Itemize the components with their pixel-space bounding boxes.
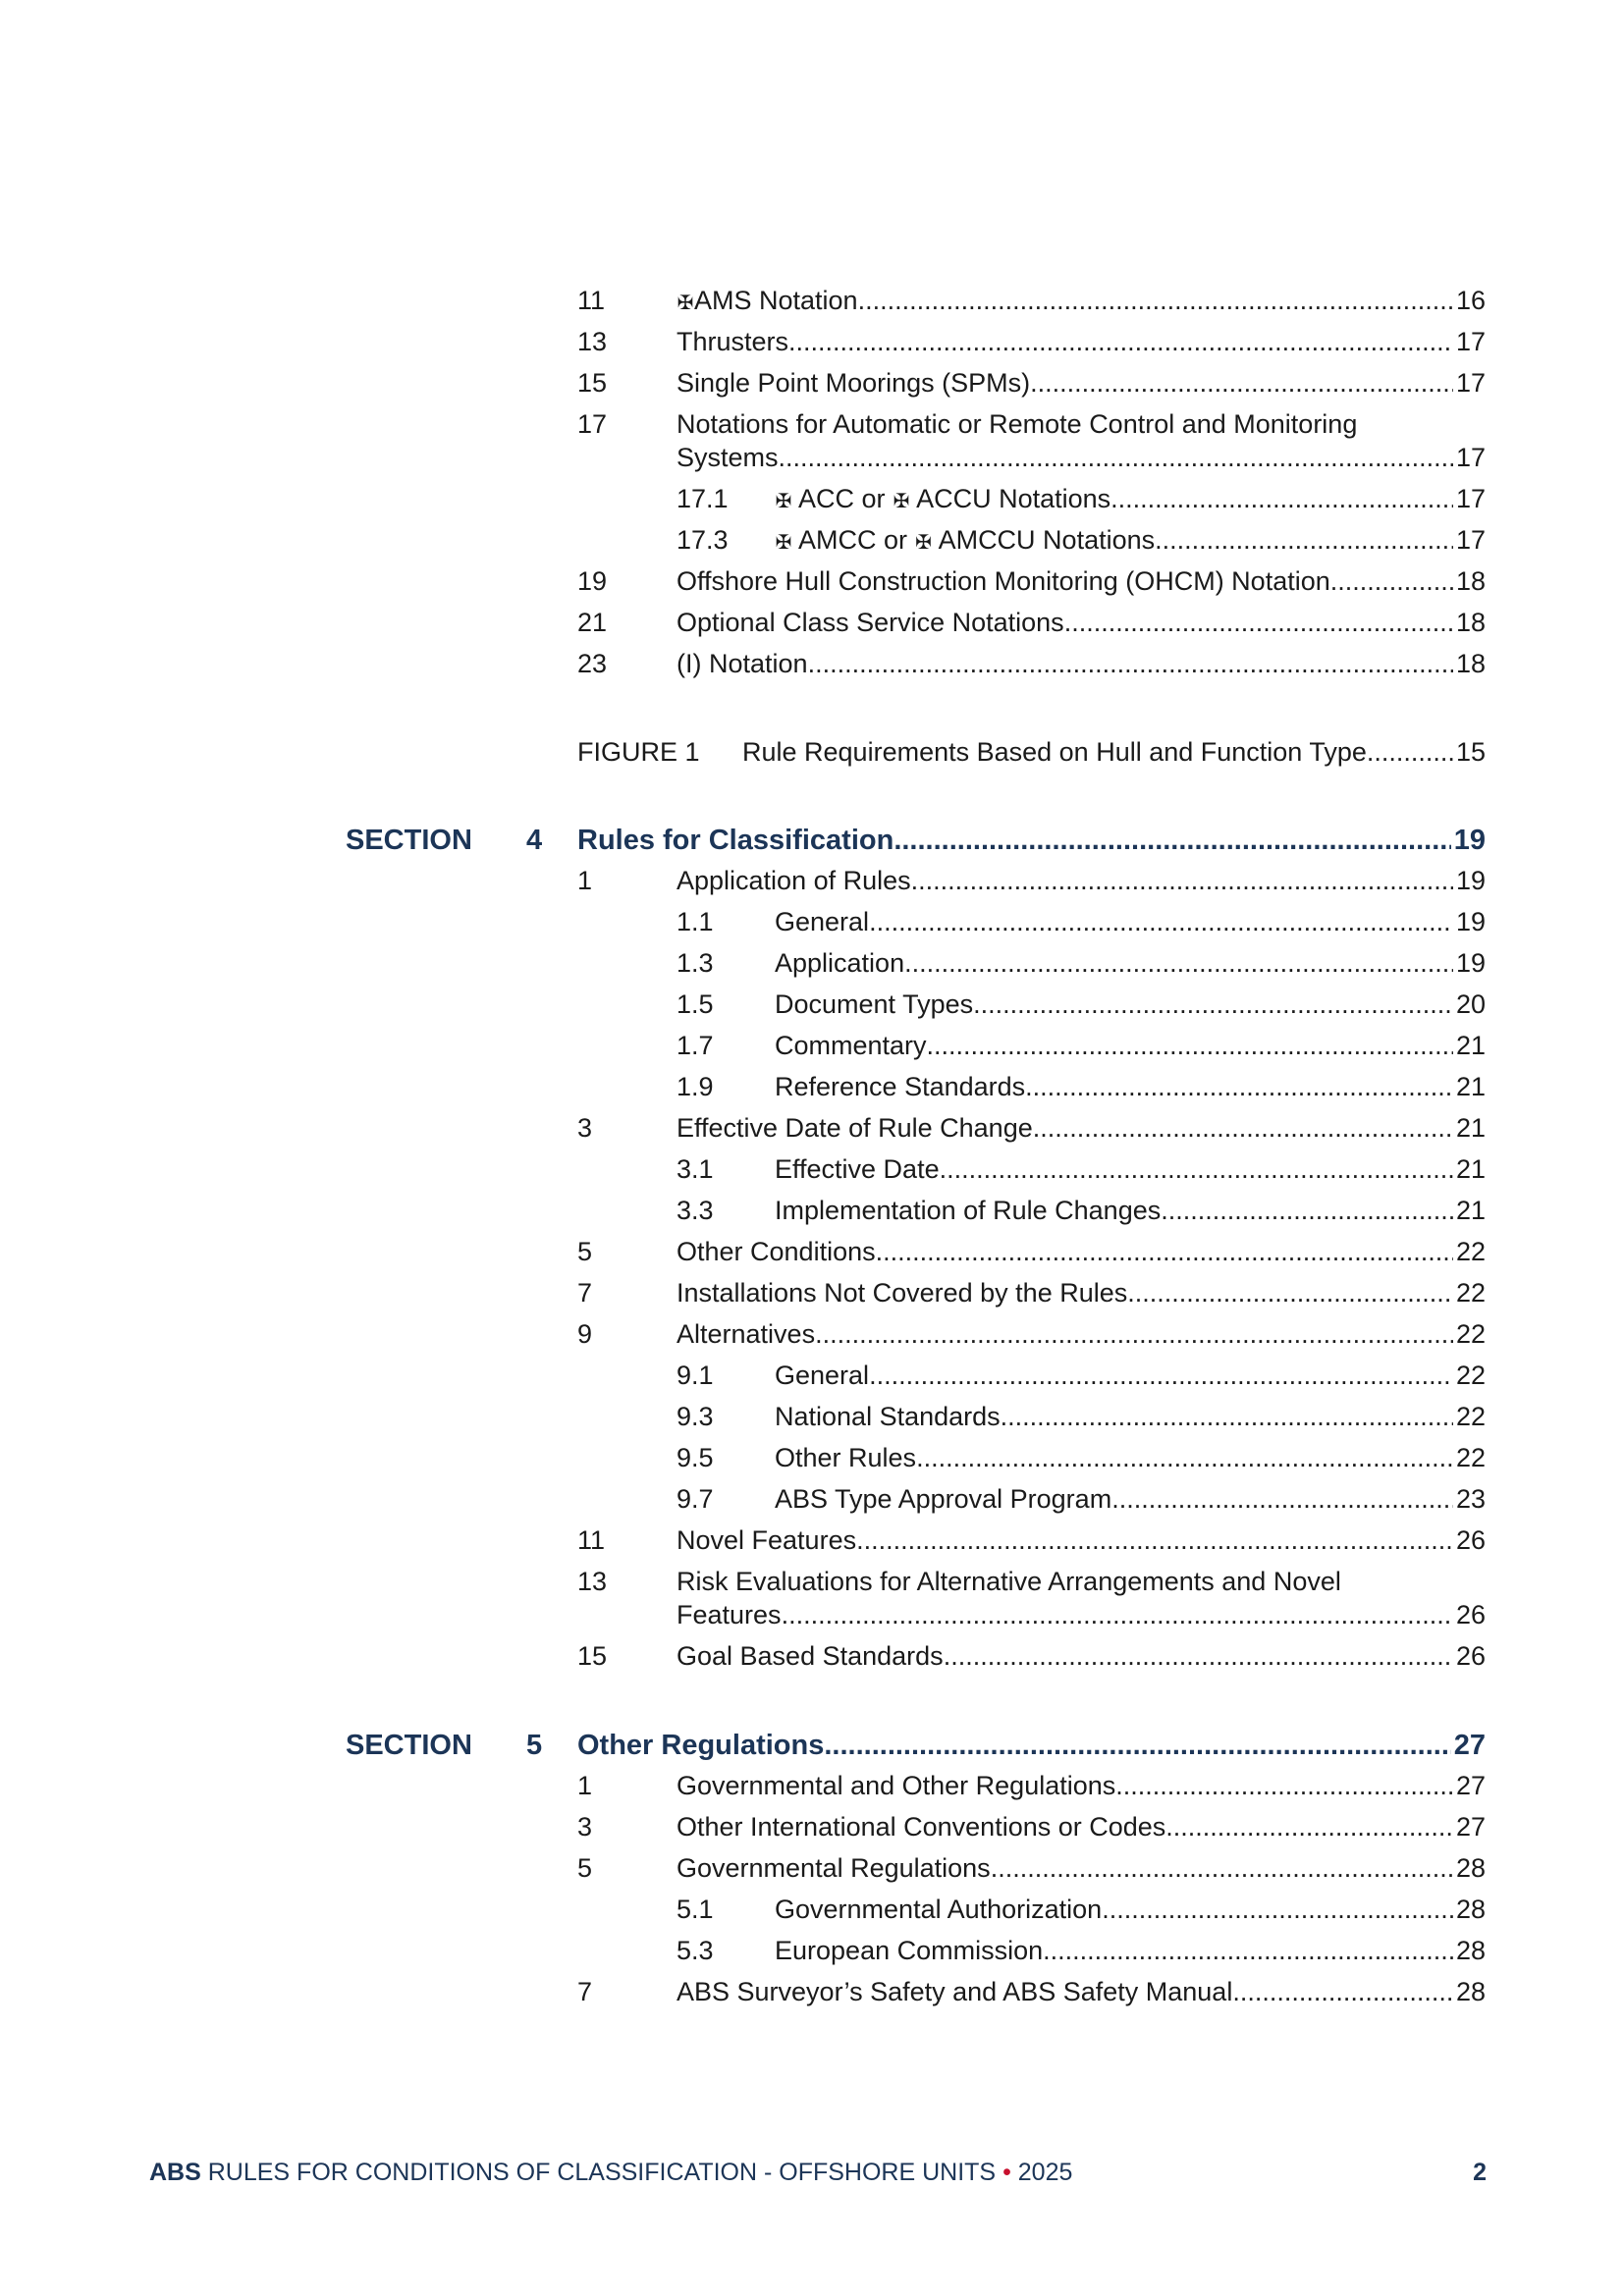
footer-year: 2025 [1010, 2159, 1073, 2186]
page-number: 19 [1455, 866, 1486, 895]
toc-subentry[interactable] [577, 1400, 1486, 1433]
page-number: 28 [1455, 1853, 1486, 1883]
entry-title: General [775, 907, 870, 936]
maltese-cross-icon: ✠ [915, 532, 932, 554]
toc-entry[interactable] [577, 1111, 1486, 1145]
page-number: 20 [1455, 989, 1486, 1019]
toc-entry[interactable] [577, 1523, 1486, 1557]
subentry-number: 9.7 [677, 1484, 714, 1514]
entry-title: ABS Type Approval Program [775, 1484, 1112, 1514]
entry-number: 7 [577, 1278, 593, 1308]
entry-title: Alternatives [677, 1319, 816, 1349]
figure-title: Rule Requirements Based on Hull and Function Type [742, 737, 1367, 767]
subentry-number: 1.1 [677, 907, 714, 936]
dot-leader [991, 1851, 1453, 1885]
entry-title: Application [775, 948, 905, 978]
entry-title: AMS Notation [694, 286, 858, 315]
page-number: 17 [1455, 443, 1486, 472]
dot-leader [1001, 1400, 1453, 1433]
dot-leader [1111, 1482, 1453, 1516]
section-word: SECTION [346, 1730, 472, 1761]
entry-number: 3 [577, 1113, 593, 1143]
entry-title: Other International Conventions or Codes [677, 1812, 1166, 1842]
toc-subentry[interactable] [577, 1029, 1486, 1062]
page-number: 27 [1455, 1812, 1486, 1842]
dot-leader [1330, 564, 1453, 598]
dot-leader [876, 1235, 1453, 1268]
entry-title: Document Types [775, 989, 974, 1019]
page-number: 17 [1455, 484, 1486, 513]
page-number: 26 [1455, 1525, 1486, 1555]
entry-title: (I) Notation [677, 649, 808, 678]
page-number: 22 [1455, 1361, 1486, 1390]
dot-leader [916, 1441, 1453, 1474]
entry-title: Governmental and Other Regulations [677, 1771, 1116, 1800]
entry-title: Thrusters [677, 327, 789, 356]
toc-subentry[interactable] [577, 1070, 1486, 1103]
dot-leader [1127, 1276, 1453, 1309]
entry-title-line1: Notations for Automatic or Remote Control and Monitoring [677, 409, 1358, 439]
entry-title: Installations Not Covered by the Rules [677, 1278, 1128, 1308]
entry-number: 21 [577, 608, 608, 637]
entry-title-b: AMCCU Notations [938, 525, 1156, 555]
page-number: 27 [1455, 1771, 1486, 1800]
page-number: 21 [1455, 1113, 1486, 1143]
page-number: 22 [1455, 1278, 1486, 1308]
entry-title: Commentary [775, 1031, 927, 1060]
dot-leader [808, 647, 1453, 680]
toc-subentry[interactable] [577, 905, 1486, 938]
page-number: 21 [1455, 1154, 1486, 1184]
page-number: 15 [1455, 737, 1486, 767]
entry-number: 13 [577, 327, 608, 356]
toc-subentry[interactable] [577, 1152, 1486, 1186]
page-number: 22 [1455, 1402, 1486, 1431]
toc-entry[interactable] [577, 606, 1486, 639]
entry-number: 1 [577, 1771, 593, 1800]
entry-title: Features [677, 1600, 782, 1629]
toc-entry[interactable] [577, 1975, 1486, 2008]
entry-number: 1 [577, 866, 593, 895]
toc-subentry[interactable] [577, 1359, 1486, 1392]
footer-brand: ABS [149, 2159, 201, 2186]
toc-subentry[interactable] [577, 1482, 1486, 1516]
page-number: 17 [1455, 327, 1486, 356]
dot-leader [1367, 735, 1453, 769]
page-number: 22 [1455, 1443, 1486, 1472]
entry-title: ABS Surveyor’s Safety and ABS Safety Manual [677, 1977, 1233, 2006]
section-heading-5[interactable] [346, 1728, 1486, 1763]
toc-figure-entry[interactable] [577, 735, 1486, 769]
toc-subentry[interactable] [577, 1893, 1486, 1926]
page-number: 18 [1455, 608, 1486, 637]
toc-entry[interactable] [577, 366, 1486, 400]
entry-title: Systems [677, 443, 779, 472]
maltese-cross-icon: ✠ [775, 532, 792, 554]
entry-title: Single Point Moorings (SPMs) [677, 368, 1031, 398]
dot-leader [1155, 523, 1453, 557]
entry-title: Novel Features [677, 1525, 857, 1555]
dot-leader [1232, 1975, 1453, 2008]
dot-leader [824, 1728, 1450, 1763]
dot-leader [788, 325, 1453, 358]
toc-entry[interactable] [577, 1769, 1486, 1802]
entry-number: 13 [577, 1567, 608, 1596]
subentry-number: 1.7 [677, 1031, 714, 1060]
subentry-number: 17.3 [677, 525, 729, 555]
section-number: 4 [526, 825, 543, 856]
entry-title: National Standards [775, 1402, 1001, 1431]
section-title: Other Regulations [577, 1730, 825, 1761]
subentry-number: 1.9 [677, 1072, 714, 1101]
page-number: 23 [1455, 1484, 1486, 1514]
dot-leader [904, 946, 1453, 980]
dot-leader [1033, 1111, 1453, 1145]
page-number: 18 [1455, 649, 1486, 678]
section-heading-4[interactable] [346, 823, 1486, 858]
page-number: 26 [1455, 1600, 1486, 1629]
subentry-number: 5.1 [677, 1895, 714, 1924]
subentry-number: 9.5 [677, 1443, 714, 1472]
entry-title: Governmental Regulations [677, 1853, 991, 1883]
toc-subentry[interactable] [577, 988, 1486, 1021]
entry-number: 19 [577, 566, 608, 596]
footer-bullet: • [1002, 2159, 1011, 2186]
dot-leader [815, 1317, 1453, 1351]
entry-title: Reference Standards [775, 1072, 1026, 1101]
footer-title: RULES FOR CONDITIONS OF CLASSIFICATION - OFFSHORE UNITS [200, 2159, 1003, 2186]
entry-title: ACC or [798, 484, 886, 513]
toc-subentry[interactable] [577, 523, 1486, 557]
entry-number: 5 [577, 1237, 593, 1266]
page-number: 17 [1455, 368, 1486, 398]
dot-leader [858, 284, 1453, 317]
entry-title: Goal Based Standards [677, 1641, 944, 1671]
footer-page-number: 2 [1473, 2159, 1487, 2186]
maltese-cross-icon: ✠ [893, 491, 910, 512]
entry-title: Effective Date [775, 1154, 940, 1184]
entry-title: Other Conditions [677, 1237, 876, 1266]
subentry-number: 17.1 [677, 484, 729, 513]
dot-leader [869, 1359, 1453, 1392]
entry-number: 7 [577, 1977, 593, 2006]
page-number: 19 [1453, 825, 1486, 856]
entry-title: Implementation of Rule Changes [775, 1196, 1162, 1225]
subentry-number: 5.3 [677, 1936, 714, 1965]
toc-entry[interactable] [577, 564, 1486, 598]
subentry-number: 3.3 [677, 1196, 714, 1225]
entry-title: AMCC or [798, 525, 908, 555]
dot-leader [856, 1523, 1453, 1557]
dot-leader [1110, 482, 1453, 515]
entry-title: Governmental Authorization [775, 1895, 1103, 1924]
subentry-number: 9.3 [677, 1402, 714, 1431]
page-number: 18 [1455, 566, 1486, 596]
toc-subentry[interactable] [577, 1441, 1486, 1474]
page-number: 27 [1453, 1730, 1486, 1761]
dot-leader [1161, 1194, 1453, 1227]
toc-entry[interactable] [577, 284, 1486, 317]
entry-title: Optional Class Service Notations [677, 608, 1064, 637]
entry-title-line1: Risk Evaluations for Alternative Arrangements and Novel [677, 1567, 1341, 1596]
page-number: 21 [1455, 1031, 1486, 1060]
dot-leader [1165, 1810, 1453, 1843]
entry-title: Other Rules [775, 1443, 917, 1472]
dot-leader [1064, 606, 1453, 639]
toc-subentry[interactable] [577, 1194, 1486, 1227]
toc-entry[interactable] [577, 1851, 1486, 1885]
entry-number: 3 [577, 1812, 593, 1842]
figure-label: FIGURE 1 [577, 737, 700, 767]
entry-number: 11 [577, 1525, 606, 1555]
toc-entry[interactable] [577, 1317, 1486, 1351]
entry-number: 5 [577, 1853, 593, 1883]
toc-entry[interactable] [577, 647, 1486, 680]
toc-subentry[interactable] [577, 946, 1486, 980]
page-number: 21 [1455, 1072, 1486, 1101]
toc-subentry[interactable] [577, 482, 1486, 515]
subentry-number: 9.1 [677, 1361, 714, 1390]
dot-leader [869, 905, 1453, 938]
entry-number: 11 [577, 286, 606, 315]
page-number: 19 [1455, 907, 1486, 936]
entry-number: 9 [577, 1319, 593, 1349]
page-number: 22 [1455, 1237, 1486, 1266]
toc-entry[interactable] [577, 864, 1486, 897]
section-title: Rules for Classification [577, 825, 894, 856]
entry-title: General [775, 1361, 870, 1390]
entry-title: Application of Rules [677, 866, 911, 895]
entry-number: 15 [577, 1641, 608, 1671]
section-number: 5 [526, 1730, 543, 1761]
dot-leader [1102, 1893, 1453, 1926]
toc-entry[interactable] [577, 407, 1486, 474]
dot-leader [782, 1598, 1453, 1631]
dot-leader [779, 441, 1453, 474]
page-number: 26 [1455, 1641, 1486, 1671]
subentry-number: 1.5 [677, 989, 714, 1019]
toc-entry[interactable] [577, 1276, 1486, 1309]
page-number: 17 [1455, 525, 1486, 555]
entry-title: Offshore Hull Construction Monitoring (OHCM) Notation [677, 566, 1330, 596]
dot-leader [940, 1152, 1453, 1186]
entry-number: 23 [577, 649, 608, 678]
entry-title-b: ACCU Notations [916, 484, 1111, 513]
entry-title: European Commission [775, 1936, 1044, 1965]
page-footer [149, 2158, 1487, 2187]
page-number: 16 [1455, 286, 1486, 315]
subentry-number: 3.1 [677, 1154, 714, 1184]
toc-subentry[interactable] [577, 1934, 1486, 1967]
section-word: SECTION [346, 825, 472, 856]
dot-leader [927, 1029, 1453, 1062]
dot-leader [1025, 1070, 1453, 1103]
toc-entry[interactable] [577, 1639, 1486, 1673]
entry-number: 17 [577, 409, 608, 439]
toc-entry[interactable] [577, 325, 1486, 358]
maltese-cross-icon: ✠ [775, 491, 792, 512]
page-number: 28 [1455, 1895, 1486, 1924]
dot-leader [944, 1639, 1453, 1673]
subentry-number: 1.3 [677, 948, 714, 978]
entry-title: Effective Date of Rule Change [677, 1113, 1033, 1143]
page-number: 28 [1455, 1977, 1486, 2006]
dot-leader [1115, 1769, 1453, 1802]
page-number: 28 [1455, 1936, 1486, 1965]
page-number: 22 [1455, 1319, 1486, 1349]
dot-leader [1030, 366, 1453, 400]
dot-leader [893, 823, 1450, 858]
toc-entry[interactable] [577, 1810, 1486, 1843]
maltese-cross-icon: ✠ [677, 293, 694, 314]
entry-number: 15 [577, 368, 608, 398]
page-number: 19 [1455, 948, 1486, 978]
toc-entry[interactable] [577, 1565, 1486, 1631]
dot-leader [911, 864, 1453, 897]
dot-leader [1043, 1934, 1453, 1967]
toc-entry[interactable] [577, 1235, 1486, 1268]
dot-leader [973, 988, 1453, 1021]
page-number: 21 [1455, 1196, 1486, 1225]
